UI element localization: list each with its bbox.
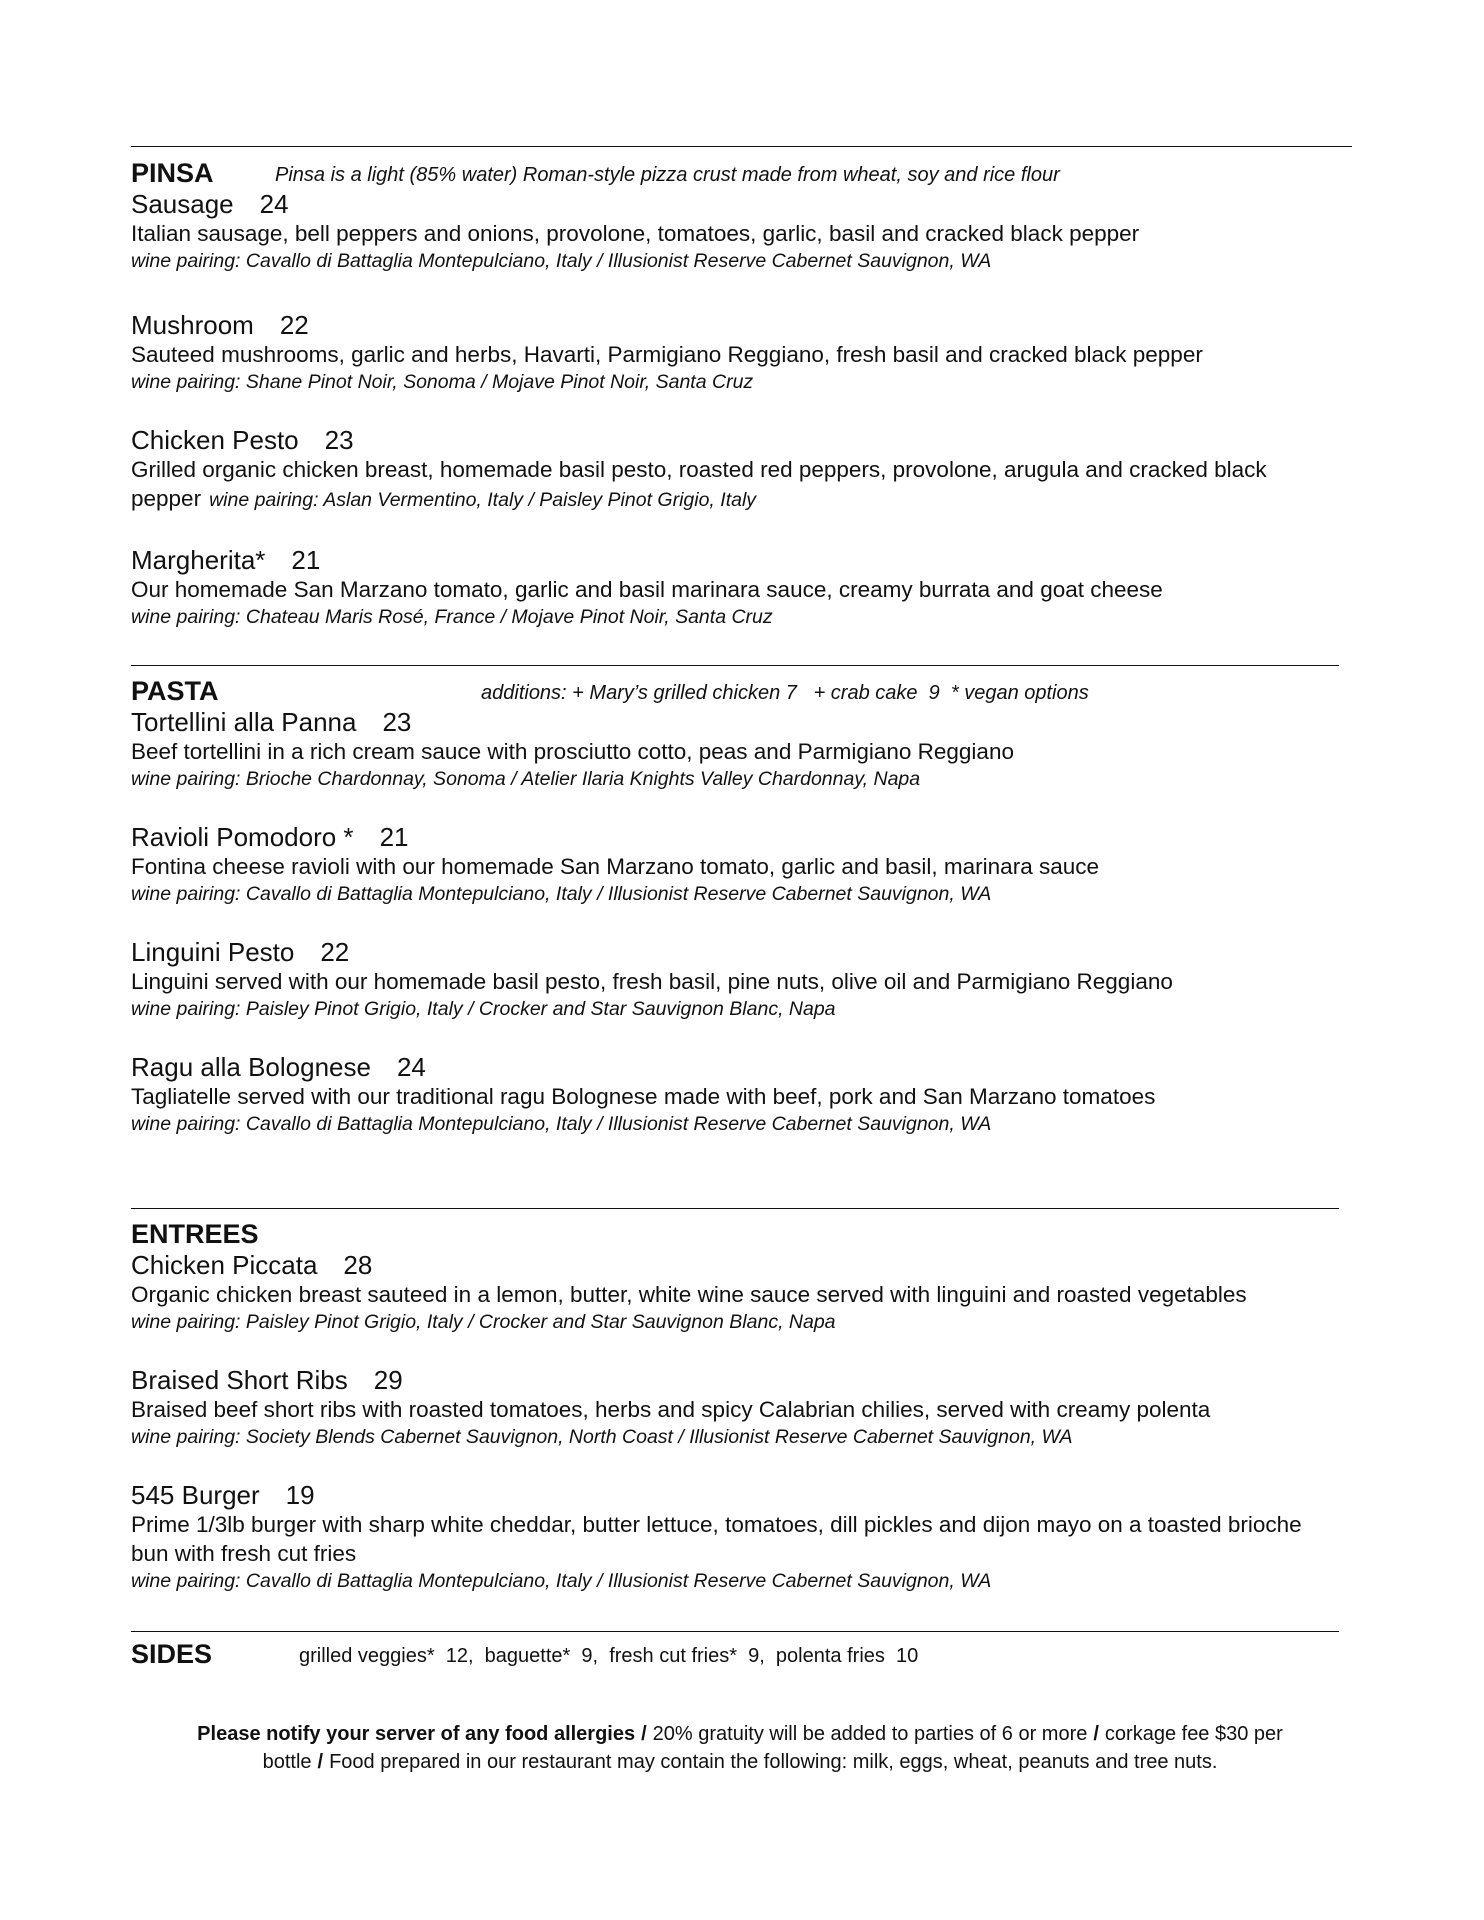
item-description: Italian sausage, bell peppers and onions, provolone, tomatoes, garlic, basil and cracked black pepper	[131, 221, 1140, 246]
wine-pairing: wine pairing: Cavallo di Battaglia Montepulciano, Italy / Illusionist Reserve Cabernet Sauvignon, WA	[131, 250, 992, 272]
item-price: 22	[320, 937, 350, 967]
item-price: 24	[396, 1052, 426, 1082]
allergy-notice: Please notify your server of any food allergies	[197, 1723, 636, 1745]
item-name: Margherita*	[131, 545, 266, 575]
menu-item	[131, 707, 1384, 792]
menu-item	[131, 822, 1384, 907]
wine-pairing: wine pairing: Chateau Maris Rosé, France / Mojave Pinot Noir, Santa Cruz	[131, 606, 773, 628]
menu-item	[131, 1250, 1384, 1335]
wine-pairing: wine pairing: Cavallo di Battaglia Montepulciano, Italy / Illusionist Reserve Cabernet Sauvignon, WA	[131, 1113, 992, 1135]
item-price: 24	[259, 189, 289, 219]
item-description: Fontina cheese ravioli with our homemade San Marzano tomato, garlic and basil, marinara sauce	[131, 854, 1099, 879]
section-title-pasta: PASTA	[131, 676, 219, 706]
wine-pairing: wine pairing: Shane Pinot Noir, Sonoma / Mojave Pinot Noir, Santa Cruz	[131, 371, 754, 393]
menu-item	[131, 189, 1384, 274]
section-title-sides: SIDES	[131, 1639, 213, 1669]
item-name: Ragu alla Bolognese	[131, 1052, 371, 1082]
divider-top	[131, 146, 1352, 147]
wine-pairing: wine pairing: Cavallo di Battaglia Montepulciano, Italy / Illusionist Reserve Cabernet Sauvignon, WA	[131, 883, 992, 905]
menu-item	[131, 1365, 1384, 1450]
item-description: Prime 1/3lb burger with sharp white cheddar, butter lettuce, tomatoes, dill pickles and dijon mayo on a toasted brioche bun with fresh cut fries	[131, 1512, 1302, 1566]
wine-pairing: wine pairing: Aslan Vermentino, Italy / Paisley Pinot Grigio, Italy	[209, 489, 757, 511]
item-name: Tortellini alla Panna	[131, 707, 357, 737]
wine-pairing: wine pairing: Society Blends Cabernet Sauvignon, North Coast / Illusionist Reserve Cabernet Sauvignon, WA	[131, 1426, 1073, 1448]
menu-item	[131, 937, 1384, 1022]
divider-pasta	[131, 665, 1339, 666]
section-pinsa	[131, 157, 1384, 660]
menu-item	[131, 545, 1384, 630]
item-price: 28	[343, 1250, 373, 1280]
wine-pairing: wine pairing: Cavallo di Battaglia Montepulciano, Italy / Illusionist Reserve Cabernet Sauvignon, WA	[131, 1570, 992, 1592]
item-description: Organic chicken breast sauteed in a lemon, butter, white wine sauce served with linguini and roasted vegetables	[131, 1282, 1247, 1307]
item-price: 29	[373, 1365, 403, 1395]
section-title-entrees: ENTREES	[131, 1219, 259, 1249]
item-description-text: Grilled organic chicken breast, homemade basil pesto, roasted red peppers, provolone, arugula and cracked black pepper	[131, 457, 1267, 511]
item-price: 22	[279, 310, 309, 340]
wine-pairing: wine pairing: Paisley Pinot Grigio, Italy / Crocker and Star Sauvignon Blanc, Napa	[131, 1311, 836, 1333]
section-sides	[131, 1638, 1384, 1670]
item-price: 21	[379, 822, 409, 852]
wine-pairing: wine pairing: Paisley Pinot Grigio, Italy / Crocker and Star Sauvignon Blanc, Napa	[131, 998, 836, 1020]
item-price: 21	[291, 545, 321, 575]
separator: /	[641, 1723, 647, 1745]
item-description	[131, 455, 1361, 515]
item-description: Tagliatelle served with our traditional ragu Bolognese made with beef, pork and San Marzano tomatoes	[131, 1084, 1156, 1109]
item-name: Linguini Pesto	[131, 937, 295, 967]
pinsa-note: Pinsa is a light (85% water) Roman-style pizza crust made from wheat, soy and rice flour	[275, 164, 1060, 186]
menu-item	[131, 310, 1384, 395]
gratuity-notice: 20% gratuity will be added to parties of 6 or more	[652, 1723, 1088, 1745]
item-description: Our homemade San Marzano tomato, garlic and basil marinara sauce, creamy burrata and goat cheese	[131, 577, 1163, 602]
wine-pairing: wine pairing: Brioche Chardonnay, Sonoma / Atelier Ilaria Knights Valley Chardonnay, Napa	[131, 768, 921, 790]
item-description: Sauteed mushrooms, garlic and herbs, Havarti, Parmigiano Reggiano, fresh basil and cracked black pepper	[131, 342, 1203, 367]
item-name: Braised Short Ribs	[131, 1365, 348, 1395]
item-description: Beef tortellini in a rich cream sauce with prosciutto cotto, peas and Parmigiano Reggiano	[131, 739, 1014, 764]
item-name: Mushroom	[131, 310, 254, 340]
item-price: 23	[382, 707, 412, 737]
footer-notice	[140, 1720, 1340, 1776]
allergens-notice: Food prepared in our restaurant may contain the following: milk, eggs, wheat, peanuts and tree nuts.	[329, 1751, 1218, 1773]
sides-list: grilled veggies* 12, baguette* 9, fresh cut fries* 9, polenta fries 10	[299, 1645, 919, 1667]
separator: /	[1093, 1723, 1099, 1745]
divider-sides	[131, 1631, 1339, 1632]
separator: /	[317, 1751, 324, 1773]
item-price: 23	[324, 425, 354, 455]
section-title-pinsa: PINSA	[131, 158, 214, 188]
pasta-additions-note: additions: + Mary’s grilled chicken 7 + crab cake 9 * vegan options	[481, 682, 1089, 704]
divider-entrees	[131, 1208, 1339, 1209]
item-price: 19	[285, 1480, 315, 1510]
item-name: Ravioli Pomodoro *	[131, 822, 354, 852]
item-description: Braised beef short ribs with roasted tomatoes, herbs and spicy Calabrian chilies, served with creamy polenta	[131, 1397, 1211, 1422]
item-description: Linguini served with our homemade basil pesto, fresh basil, pine nuts, olive oil and Parmigiano Reggiano	[131, 969, 1173, 994]
section-entrees	[131, 1218, 1384, 1624]
menu-item	[131, 1052, 1384, 1137]
item-name: Chicken Piccata	[131, 1250, 318, 1280]
menu-item	[131, 1480, 1384, 1594]
section-pasta	[131, 675, 1384, 1167]
item-name: Chicken Pesto	[131, 425, 299, 455]
menu-item	[131, 425, 1384, 515]
item-name: 545 Burger	[131, 1480, 260, 1510]
item-name: Sausage	[131, 189, 234, 219]
corkage-notice: corkage fee $30 per bottle	[262, 1723, 1283, 1773]
